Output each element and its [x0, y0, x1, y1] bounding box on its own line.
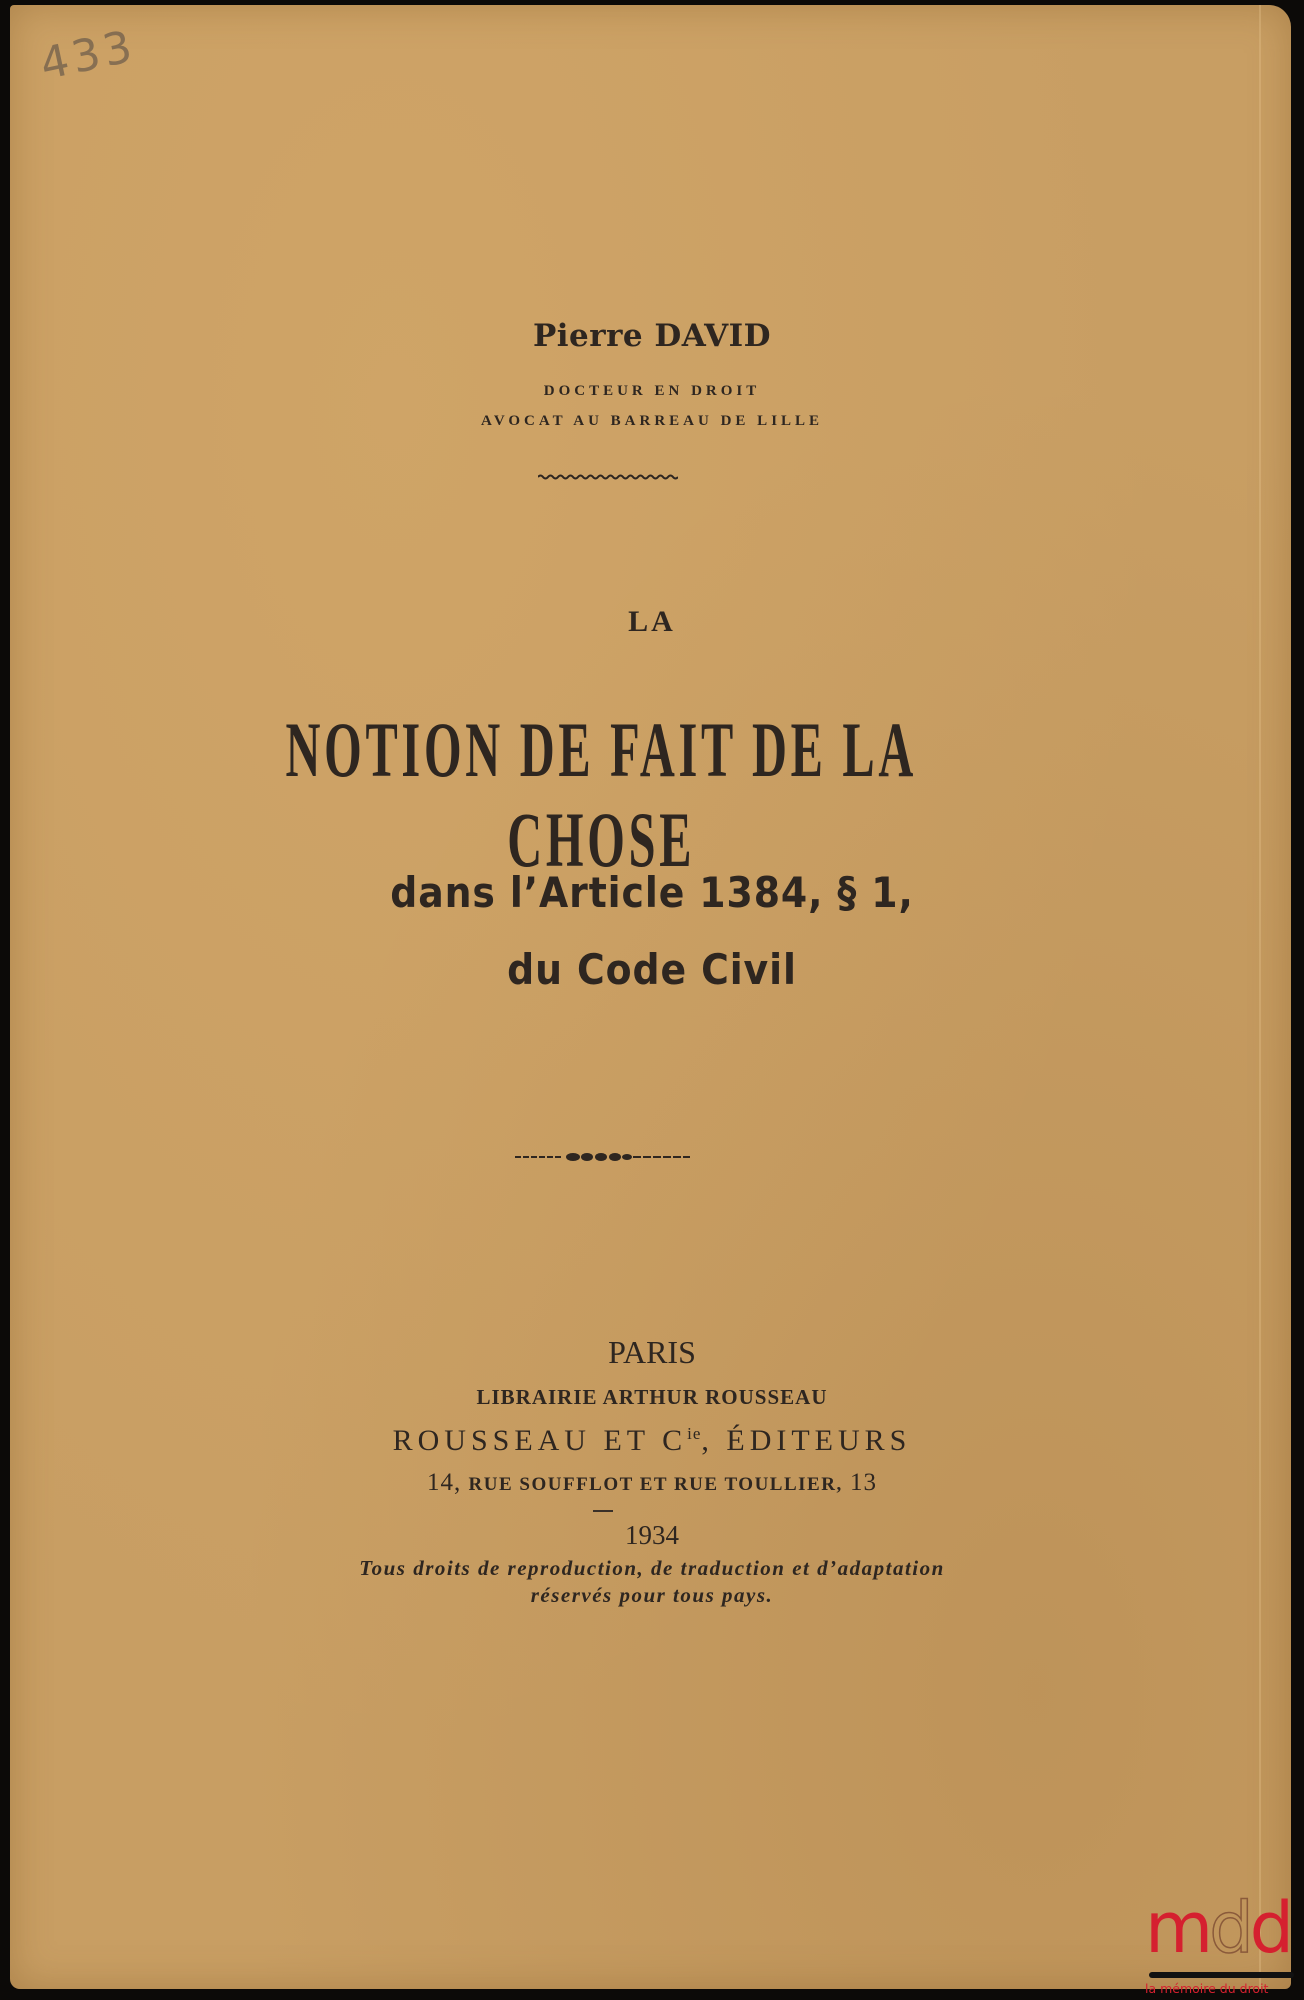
editors-prefix: ROUSSEAU ET C [392, 1424, 688, 1457]
publisher-editors [0, 1424, 1304, 1458]
title-subtitle-line1: dans l’Article 1384, § 1, [390, 868, 914, 917]
address-number-end: 13 [849, 1469, 877, 1496]
publication-year: 1934 [625, 1520, 679, 1550]
editors-superscript: ie [687, 1424, 702, 1443]
publisher-bookstore: LIBRAIRIE ARTHUR ROUSSEAU [476, 1385, 828, 1409]
book-cover [10, 5, 1291, 1989]
publisher-city: PARIS [608, 1334, 696, 1370]
title-subtitle-line2: du Code Civil [507, 945, 797, 994]
editors-suffix: , ÉDITEURS [701, 1424, 912, 1457]
handwritten-annotation: 433 [35, 20, 141, 91]
mdd-logo-underline [1149, 1972, 1294, 1978]
author-credential-degree: DOCTEUR EN DROIT [543, 383, 761, 399]
mdd-logo-tagline: la mémoire du droit [1145, 1981, 1269, 1996]
publisher-address [0, 1469, 1304, 1497]
author-name: Pierre DAVID [532, 318, 772, 354]
rights-notice-line1: Tous droits de reproduction, de traduction et d’adaptation [359, 1556, 945, 1580]
title-main: NOTION DE FAIT DE LA CHOSE [285, 706, 918, 883]
author-credential-profession: AVOCAT AU BARREAU DE LILLE [480, 413, 824, 429]
short-dash-divider [593, 1510, 613, 1512]
rights-notice-line2: réservés pour tous pays. [530, 1583, 774, 1607]
mdd-logo-letters: mdd [1145, 1887, 1291, 1969]
address-street: RUE SOUFFLOT ET RUE TOULLIER, [468, 1474, 843, 1495]
title-article: LA [628, 605, 676, 638]
ornamental-divider [515, 1150, 690, 1164]
address-number-start: 14, [427, 1469, 462, 1496]
wavy-rule-divider [538, 474, 678, 480]
mdd-watermark-logo [1145, 1887, 1295, 1997]
